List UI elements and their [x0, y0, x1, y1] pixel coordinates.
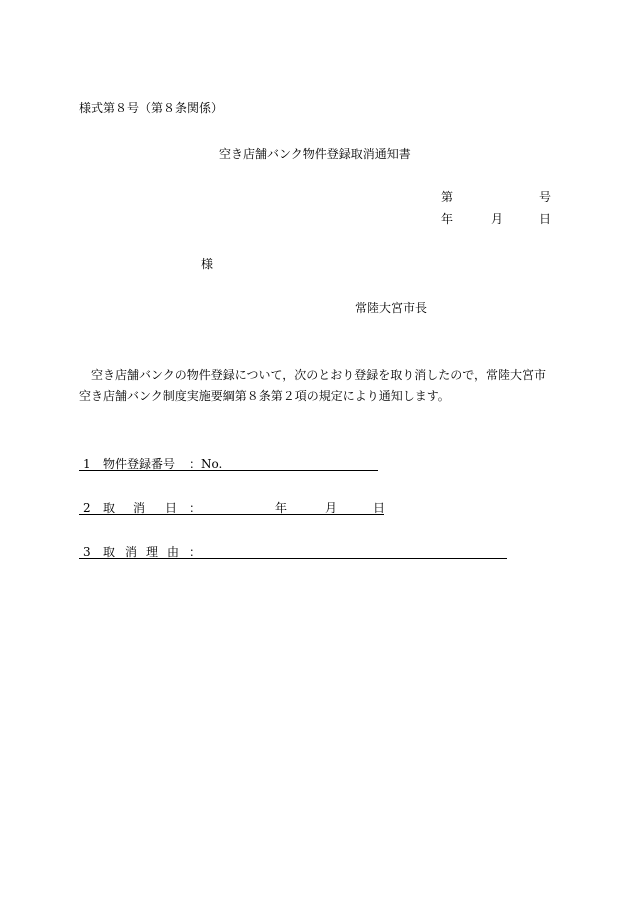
body-line-2: 空き店舗バンク制度実施要綱第８条第２項の規定により通知します。 — [79, 389, 450, 403]
date-day: 日 — [539, 212, 552, 226]
item-colon: ： — [189, 457, 202, 471]
item-value-prefix: No. — [201, 457, 223, 471]
item-month: 月 — [325, 501, 338, 515]
addressee-suffix: 様 — [201, 257, 214, 271]
item-label-char: 由 — [167, 545, 180, 559]
item-label-char: 消 — [133, 501, 146, 515]
body-line-1: 空き店舗バンクの物件登録について，次のとおり登録を取り消したので，常陸大宮市 — [91, 368, 547, 382]
doc-number-suffix: 号 — [539, 190, 552, 204]
item-underline — [79, 514, 384, 515]
item-colon: ： — [189, 501, 202, 515]
item-number: 2 — [83, 501, 91, 515]
date-year: 年 — [441, 212, 454, 226]
item-label-char: 日 — [165, 501, 178, 515]
sender: 常陸大宮市長 — [355, 301, 428, 315]
item-year: 年 — [275, 501, 288, 515]
item-number: 3 — [83, 545, 91, 559]
item-underline — [79, 558, 507, 559]
item-number: 1 — [83, 457, 91, 471]
item-colon: ： — [189, 545, 202, 559]
document-title: 空き店舗バンク物件登録取消通知書 — [219, 147, 411, 161]
item-label-char: 取 — [103, 501, 116, 515]
item-label: 物件登録番号 — [103, 457, 176, 471]
item-label-char: 理 — [146, 545, 159, 559]
form-label: 様式第８号（第８条関係） — [79, 101, 224, 115]
item-underline — [79, 470, 378, 471]
item-day: 日 — [373, 501, 386, 515]
item-label-char: 取 — [103, 545, 116, 559]
doc-number-prefix: 第 — [441, 190, 454, 204]
date-month: 月 — [491, 212, 504, 226]
item-label-char: 消 — [125, 545, 138, 559]
